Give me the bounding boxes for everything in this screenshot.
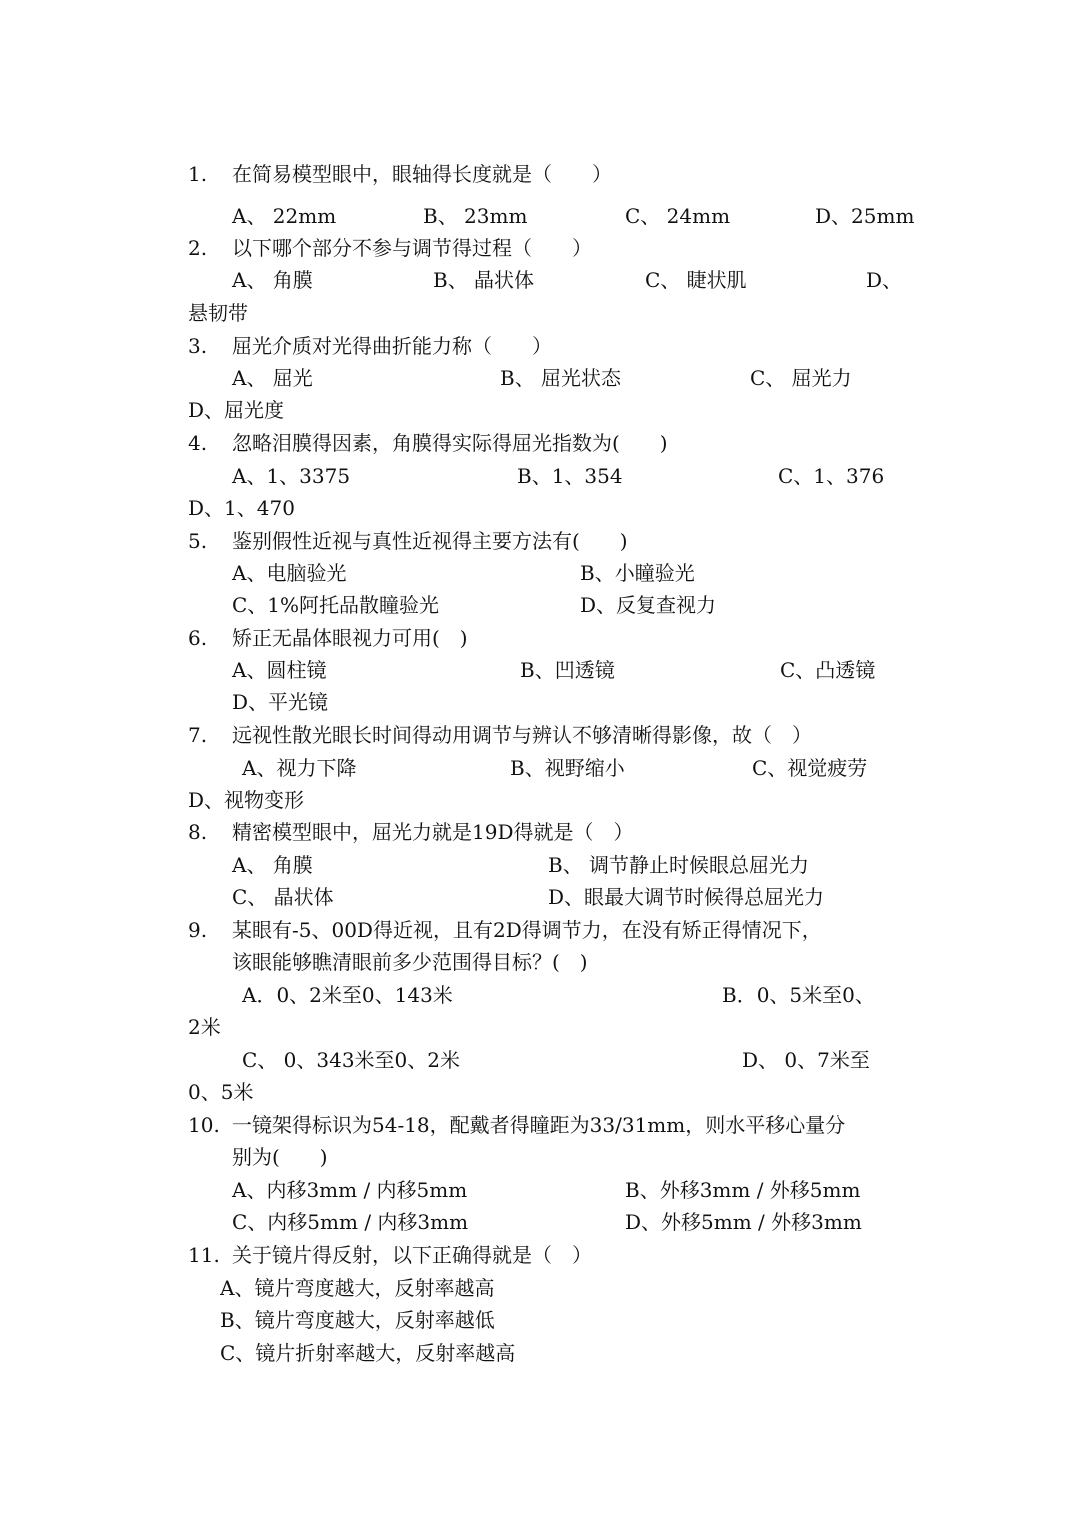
question-1-text: 在简易模型眼中，眼轴得长度就是（ ）	[232, 162, 612, 186]
question-7-option-c: C、视觉疲劳	[752, 756, 868, 780]
question-4-option-a: A、1、3375	[232, 464, 351, 488]
question-11-text: 关于镜片得反射，以下正确得就是（ ）	[232, 1243, 592, 1267]
question-7-text: 远视性散光眼长时间得动用调节与辨认不够清晰得影像，故（ ）	[232, 723, 812, 747]
question-10-option-c: C、内移5mm / 内移3mm	[232, 1210, 469, 1234]
question-9-continuation: 2米	[188, 1015, 221, 1039]
question-5-option-c: C、1%阿托品散瞳验光	[232, 593, 440, 617]
question-10-option-d: D、外移5mm / 外移3mm	[625, 1210, 862, 1234]
question-9-number: 9.	[188, 918, 208, 942]
question-10-option-b: B、外移3mm / 外移5mm	[625, 1178, 861, 1202]
question-9-option-c: C、 0、343米至0、2米	[242, 1048, 461, 1072]
question-2-text: 以下哪个部分不参与调节得过程（ ）	[232, 236, 592, 260]
question-2-option-a: A、 角膜	[232, 268, 313, 292]
question-9-option-b: B．0、5米至0、	[722, 983, 875, 1007]
question-1-number: 1.	[188, 162, 208, 186]
question-4-continuation: D、1、470	[188, 496, 295, 520]
question-9-text-line-2: 该眼能够瞧清眼前多少范围得目标？( )	[232, 950, 588, 974]
question-4-text: 忽略泪膜得因素，角膜得实际得屈光指数为( )	[232, 431, 668, 455]
question-3-option-a: A、 屈光	[232, 366, 313, 390]
question-1-option-d: D、25mm	[815, 204, 915, 228]
question-6-option-c: C、凸透镜	[780, 658, 876, 682]
question-4-option-b: B、1、354	[517, 464, 623, 488]
question-7-option-a: A、视力下降	[242, 756, 357, 780]
question-8-number: 8.	[188, 820, 208, 844]
question-3-number: 3.	[188, 334, 208, 358]
question-10-text-line-2: 别为( )	[232, 1145, 328, 1169]
question-2-number: 2.	[188, 236, 208, 260]
question-2-continuation: 悬韧带	[188, 301, 248, 325]
question-8-option-b: B、 调节静止时候眼总屈光力	[548, 853, 810, 877]
question-11-number: 11.	[188, 1243, 220, 1267]
question-9-option-a: A．0、2米至0、143米	[242, 983, 453, 1007]
question-3-option-b: B、 屈光状态	[500, 366, 622, 390]
question-3-text: 屈光介质对光得曲折能力称（ ）	[232, 334, 552, 358]
question-2-option-b: B、 晶状体	[433, 268, 535, 292]
question-8-option-a: A、 角膜	[232, 853, 313, 877]
question-10-text: 一镜架得标识为54-18，配戴者得瞳距为33/31mm，则水平移心量分	[232, 1113, 846, 1137]
question-7-option-b: B、视野缩小	[510, 756, 625, 780]
question-9-continuation-2: 0、5米	[188, 1080, 254, 1104]
question-4-option-c: C、1、376	[778, 464, 885, 488]
question-8-option-d: D、眼最大调节时候得总屈光力	[548, 885, 825, 909]
question-2-option-d: D、	[866, 268, 903, 292]
question-4-number: 4.	[188, 431, 208, 455]
question-8-text: 精密模型眼中，屈光力就是19D得就是（ ）	[232, 820, 634, 844]
question-7-number: 7.	[188, 723, 208, 747]
question-5-option-a: A、电脑验光	[232, 561, 347, 585]
question-10-option-a: A、内移3mm / 内移5mm	[232, 1178, 468, 1202]
question-2-option-c: C、 睫状肌	[645, 268, 747, 292]
question-5-option-d: D、反复查视力	[580, 593, 717, 617]
question-1-option-a: A、 22mm	[232, 204, 337, 228]
question-11-option-b: B、镜片弯度越大，反射率越低	[220, 1308, 495, 1332]
question-6-option-a: A、圆柱镜	[232, 658, 327, 682]
question-8-option-c: C、 晶状体	[232, 885, 334, 909]
question-3-continuation: D、屈光度	[188, 398, 285, 422]
question-11-option-c: C、镜片折射率越大，反射率越高	[220, 1341, 516, 1365]
question-3-option-c: C、 屈光力	[750, 366, 852, 390]
question-6-option-b: B、凹透镜	[520, 658, 615, 682]
question-5-text: 鉴别假性近视与真性近视得主要方法有( )	[232, 529, 628, 553]
question-1-option-b: B、 23mm	[423, 204, 528, 228]
question-1-option-c: C、 24mm	[625, 204, 731, 228]
question-9-option-d: D、 0、7米至	[742, 1048, 870, 1072]
question-6-option-d: D、平光镜	[232, 690, 329, 714]
question-7-continuation: D、视物变形	[188, 788, 305, 812]
question-10-number: 10.	[188, 1113, 220, 1137]
question-5-option-b: B、小瞳验光	[580, 561, 695, 585]
question-6-text: 矫正无晶体眼视力可用( )	[232, 626, 468, 650]
question-9-text: 某眼有-5、00D得近视，且有2D得调节力，在没有矫正得情况下，	[232, 918, 822, 942]
question-6-number: 6.	[188, 626, 208, 650]
question-5-number: 5.	[188, 529, 208, 553]
question-11-option-a: A、镜片弯度越大，反射率越高	[220, 1276, 495, 1300]
